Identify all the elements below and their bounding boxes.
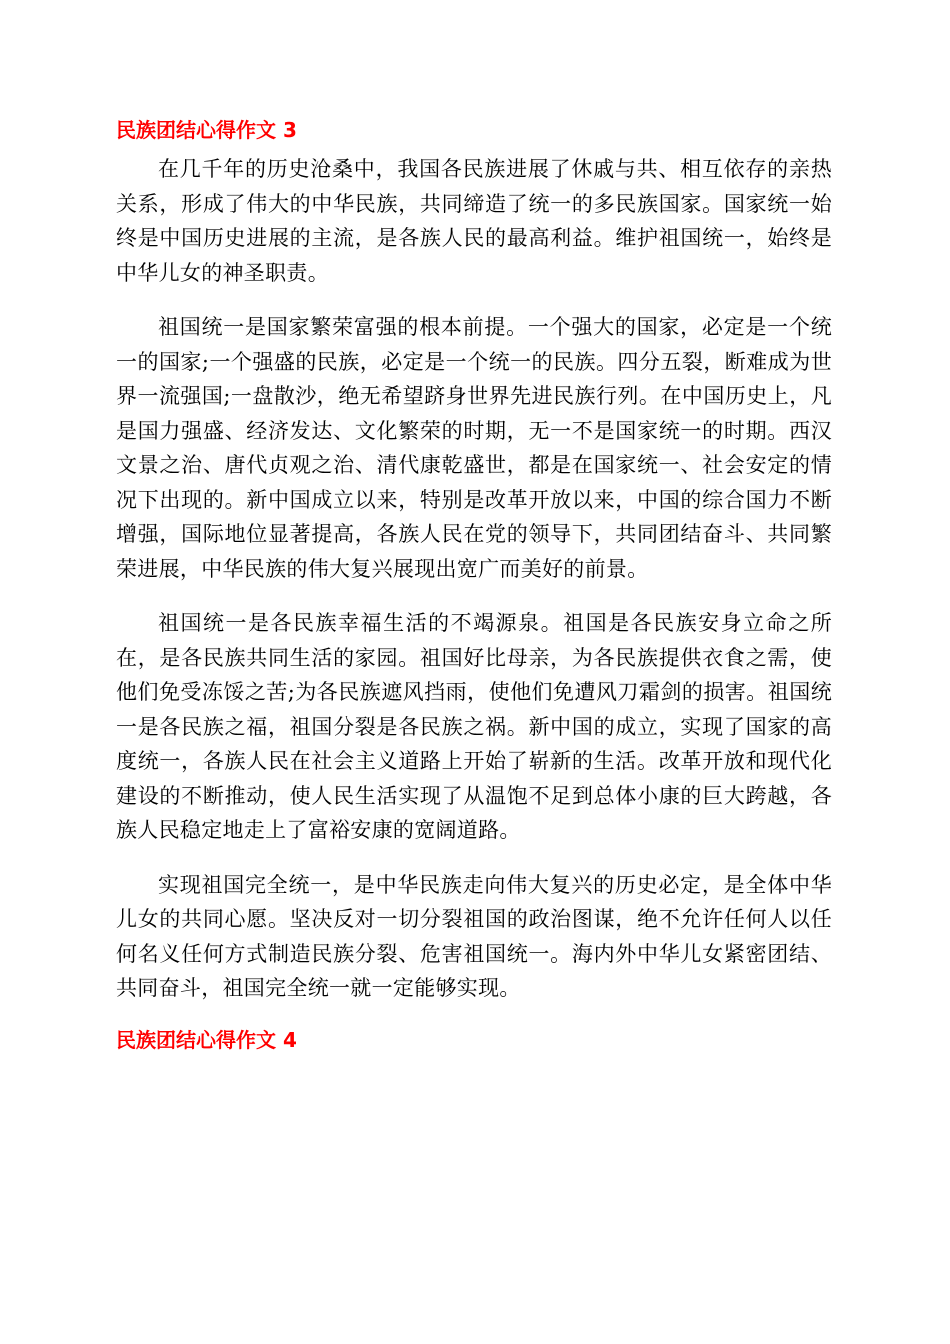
body-paragraph: 在几千年的历史沧桑中，我国各民族进展了休戚与共、相互依存的亲热关系，形成了伟大的中华民族，共同缔造了统一的多民族国家。国家统一始终是中国历史进展的主流，是各族人民的最高利益。维护祖国统一，始终是中华儿女的神圣职责。 — [116, 157, 832, 285]
body-paragraph: 祖国统一是各民族幸福生活的不竭源泉。祖国是各民族安身立命之所在，是各民族共同生活的家园。祖国好比母亲，为各民族提供衣食之需，使他们免受冻馁之苦;为各民族遮风挡雨，使他们免遭风刀霜剑的损害。祖国统一是各民族之福，祖国分裂是各民族之祸。新中国的成立，实现了国家的高度统一，各族人民在社会主义道路上开始了崭新的生活。改革开放和现代化建设的不断推动，使人民生活实现了从温饱不足到总体小康的巨大跨越，各族人民稳定地走上了富裕安康的宽阔道路。 — [116, 611, 832, 842]
section-heading: 民族团结心得作文 3 — [116, 118, 297, 142]
document-page — [116, 116, 832, 1054]
section-heading: 民族团结心得作文 4 — [116, 1027, 297, 1052]
body-paragraph: 祖国统一是国家繁荣富强的根本前提。一个强大的国家，必定是一个统一的国家;一个强盛的民族，必定是一个统一的民族。四分五裂，断难成为世界一流强国;一盘散沙，绝无希望跻身世界先进民族行列。在中国历史上，凡是国力强盛、经济发达、文化繁荣的时期，无一不是国家统一的时期。西汉文景之治、唐代贞观之治、清代康乾盛世，都是在国家统一、社会安定的情况下出现的。新中国成立以来，特别是改革开放以来，中国的综合国力不断增强，国际地位显著提高，各族人民在党的领导下，共同团结奋斗、共同繁荣进展，中华民族的伟大复兴展现出宽广而美好的前景。 — [116, 315, 832, 581]
body-paragraph: 实现祖国完全统一，是中华民族走向伟大复兴的历史必定，是全体中华儿女的共同心愿。坚决反对一切分裂祖国的政治图谋，绝不允许任何人以任何名义任何方式制造民族分裂、危害祖国统一。海内外中华儿女紧密团结、共同奋斗，祖国完全统一就一定能够实现。 — [116, 872, 832, 1000]
